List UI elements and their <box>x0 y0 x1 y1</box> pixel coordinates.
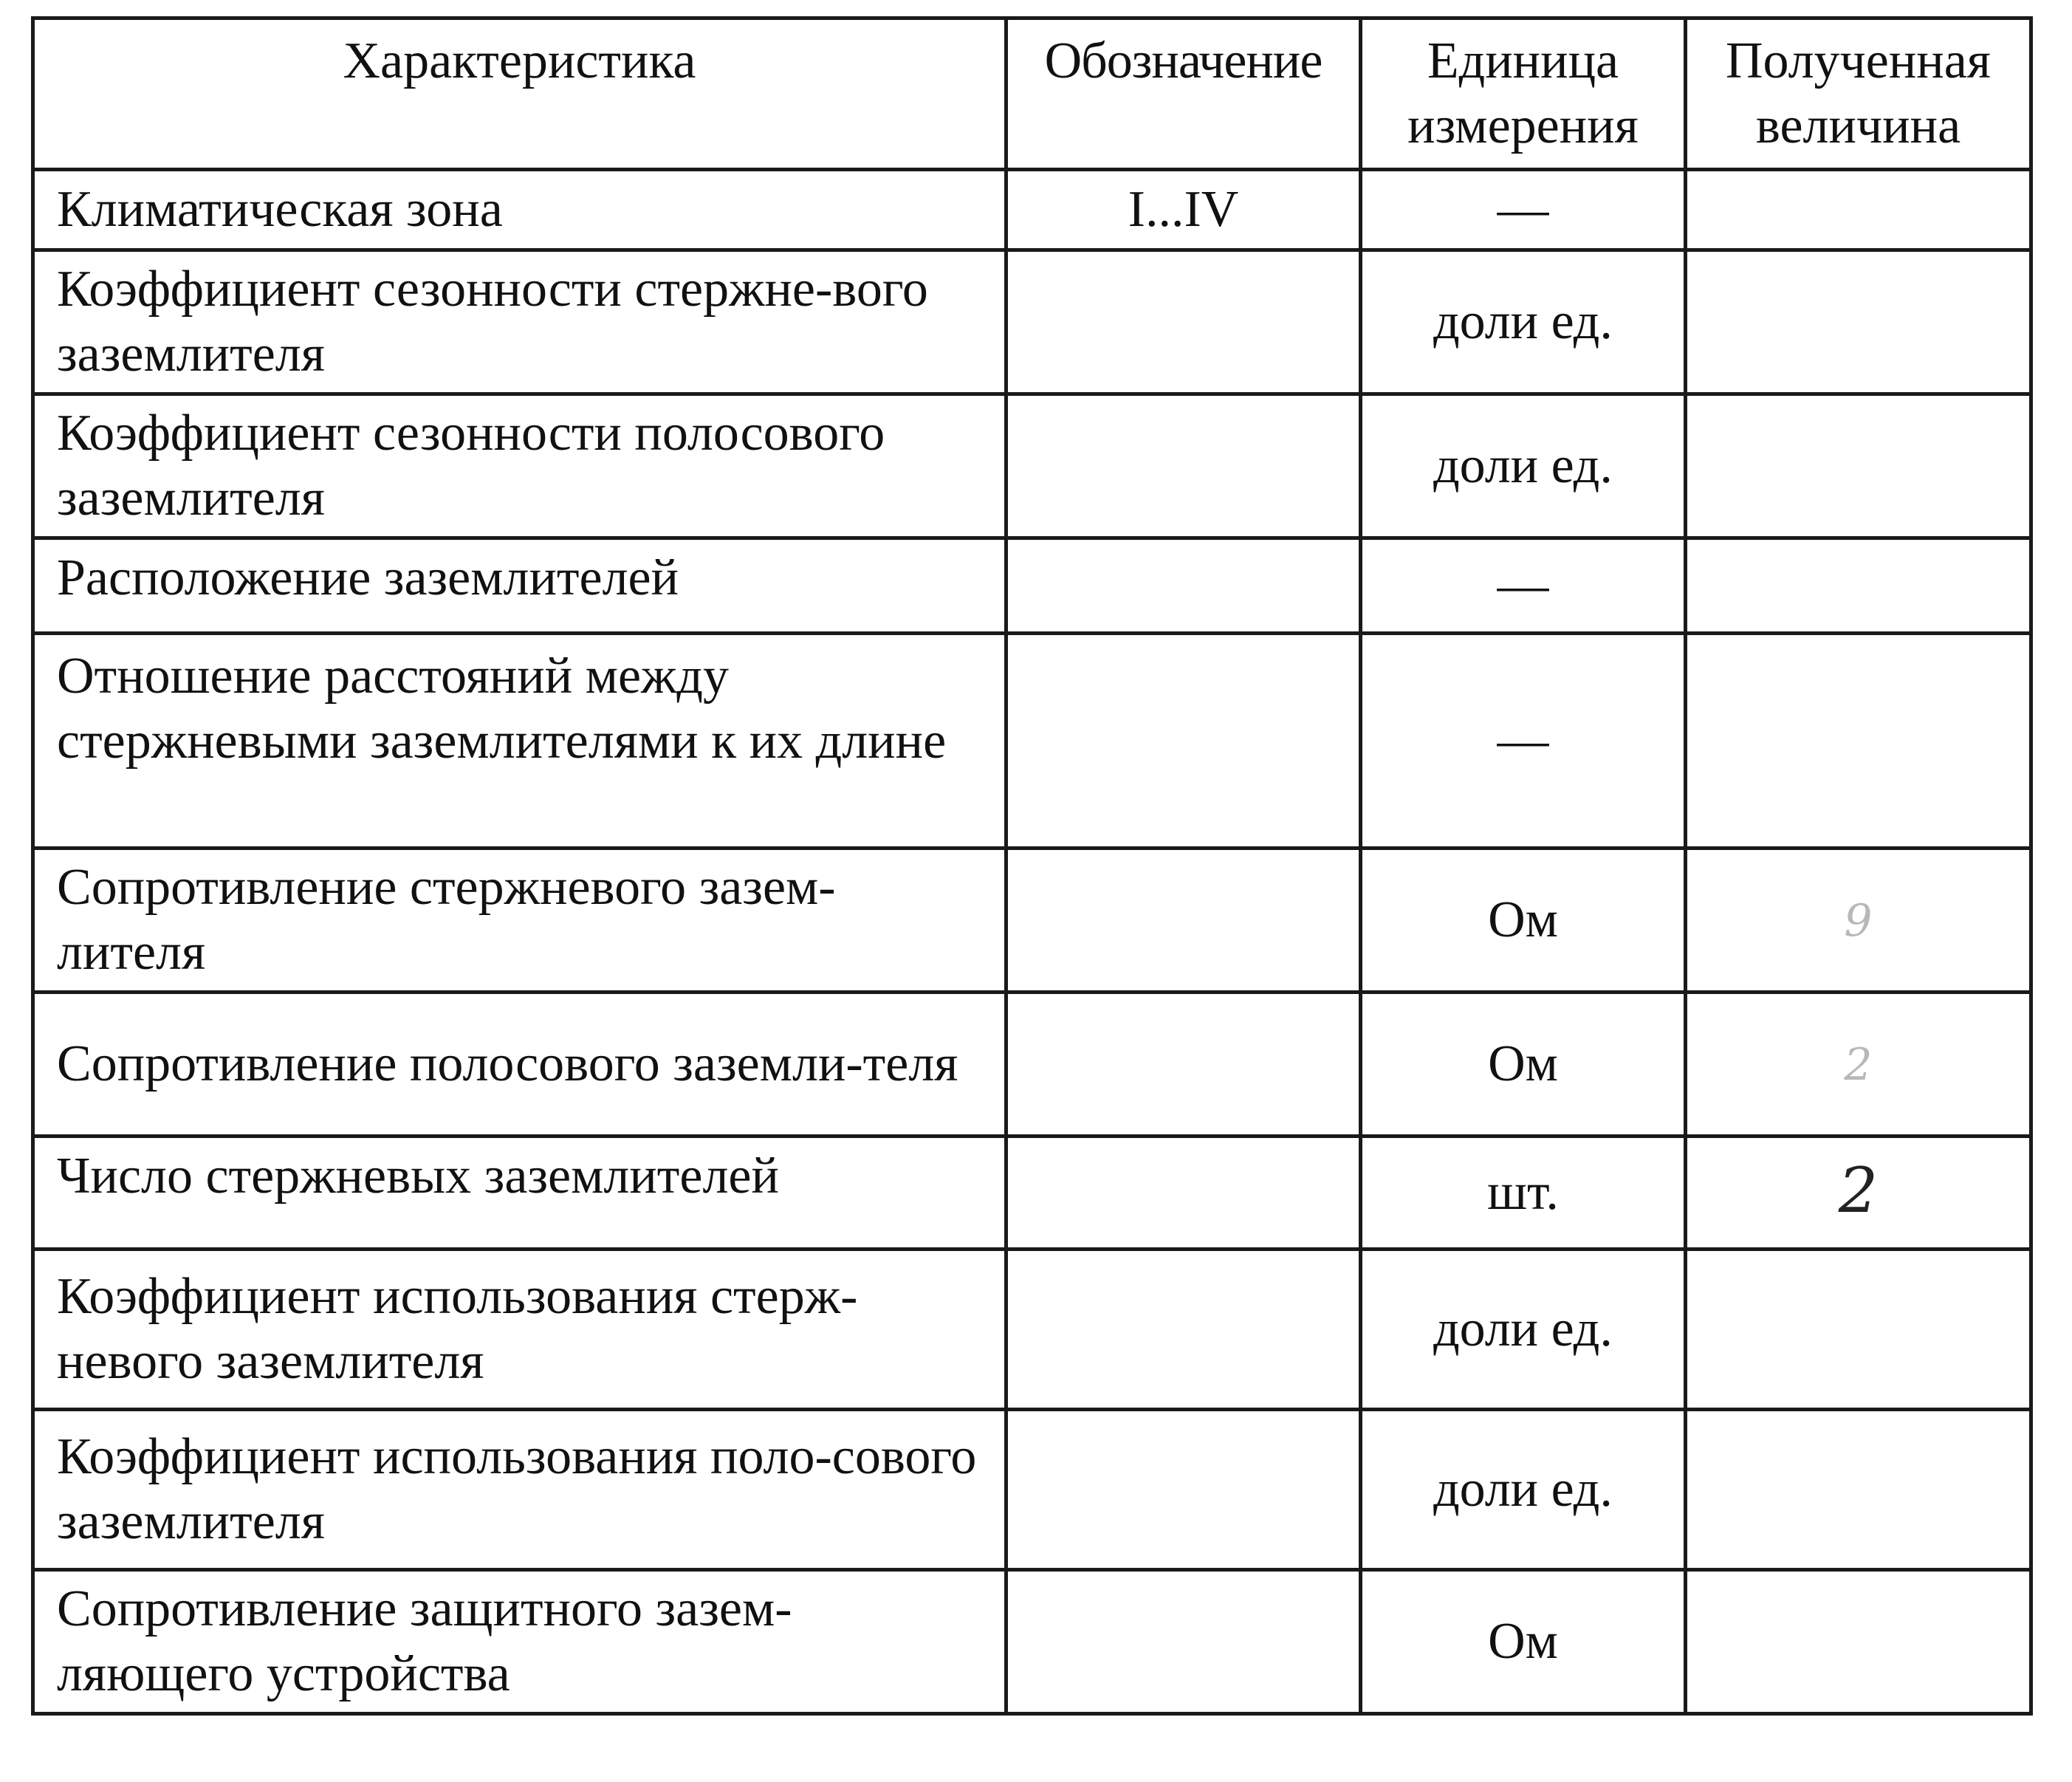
handwritten-value: 2 <box>1844 1039 1873 1091</box>
unit-cell: доли ед. <box>1361 1250 1686 1410</box>
table-header-row <box>33 18 2031 170</box>
value-cell <box>1686 538 2031 634</box>
unit-cell: доли ед. <box>1361 1410 1686 1570</box>
characteristic-cell: Коэффициент использования поло-сового заземлителя <box>33 1410 1006 1570</box>
designation-cell <box>1006 634 1361 849</box>
designation-cell <box>1006 1410 1361 1570</box>
characteristic-cell: Климатическая зона <box>33 170 1006 250</box>
designation-cell <box>1006 1250 1361 1410</box>
grounding-characteristics-table <box>31 16 2033 1716</box>
value-cell <box>1686 634 2031 849</box>
unit-cell: — <box>1361 170 1686 250</box>
characteristic-cell: Отношение расстояний между стержневыми заземлителями к их длине <box>33 634 1006 849</box>
value-cell <box>1686 170 2031 250</box>
designation-cell <box>1006 1137 1361 1250</box>
value-cell <box>1686 993 2031 1137</box>
value-cell <box>1686 250 2031 394</box>
value-cell <box>1686 1410 2031 1570</box>
value-cell <box>1686 394 2031 538</box>
designation-cell <box>1006 394 1361 538</box>
unit-cell: — <box>1361 634 1686 849</box>
characteristic-cell: Коэффициент сезонности стержне-вого заземлителя <box>33 250 1006 394</box>
handwritten-value: 2 <box>1838 1154 1879 1227</box>
characteristic-cell: Число стержневых заземлителей <box>33 1137 1006 1250</box>
designation-cell <box>1006 250 1361 394</box>
handwritten-value: 9 <box>1844 895 1873 947</box>
value-cell <box>1686 1137 2031 1250</box>
characteristic-cell: Коэффициент сезонности полосового заземлителя <box>33 394 1006 538</box>
value-cell <box>1686 1570 2031 1714</box>
designation-cell <box>1006 993 1361 1137</box>
unit-cell: Ом <box>1361 849 1686 993</box>
unit-cell: доли ед. <box>1361 394 1686 538</box>
table-row <box>33 849 2031 993</box>
table-row <box>33 170 2031 250</box>
value-cell <box>1686 1250 2031 1410</box>
value-cell <box>1686 849 2031 993</box>
characteristic-cell: Расположение заземлителей <box>33 538 1006 634</box>
characteristic-cell: Коэффициент использования стерж-невого заземлителя <box>33 1250 1006 1410</box>
header-value: Полученная величина <box>1686 18 2031 170</box>
table-row <box>33 538 2031 634</box>
table-row <box>33 1570 2031 1714</box>
designation-cell: I...IV <box>1006 170 1361 250</box>
characteristic-cell: Сопротивление защитного зазем-ляющего устройства <box>33 1570 1006 1714</box>
characteristic-cell: Сопротивление полосового заземли-теля <box>33 993 1006 1137</box>
designation-cell <box>1006 538 1361 634</box>
table-row <box>33 1137 2031 1250</box>
designation-cell <box>1006 1570 1361 1714</box>
header-designation: Обозначение <box>1006 18 1361 170</box>
unit-cell: Ом <box>1361 1570 1686 1714</box>
unit-cell: — <box>1361 538 1686 634</box>
designation-cell <box>1006 849 1361 993</box>
characteristic-cell: Сопротивление стержневого зазем-лителя <box>33 849 1006 993</box>
header-unit: Единица измерения <box>1361 18 1686 170</box>
unit-cell: доли ед. <box>1361 250 1686 394</box>
header-characteristic: Характеристика <box>33 18 1006 170</box>
unit-cell: Ом <box>1361 993 1686 1137</box>
table-row <box>33 1250 2031 1410</box>
table-row <box>33 1410 2031 1570</box>
unit-cell: шт. <box>1361 1137 1686 1250</box>
table-row <box>33 250 2031 394</box>
table-row <box>33 634 2031 849</box>
table-row <box>33 394 2031 538</box>
table-row <box>33 993 2031 1137</box>
